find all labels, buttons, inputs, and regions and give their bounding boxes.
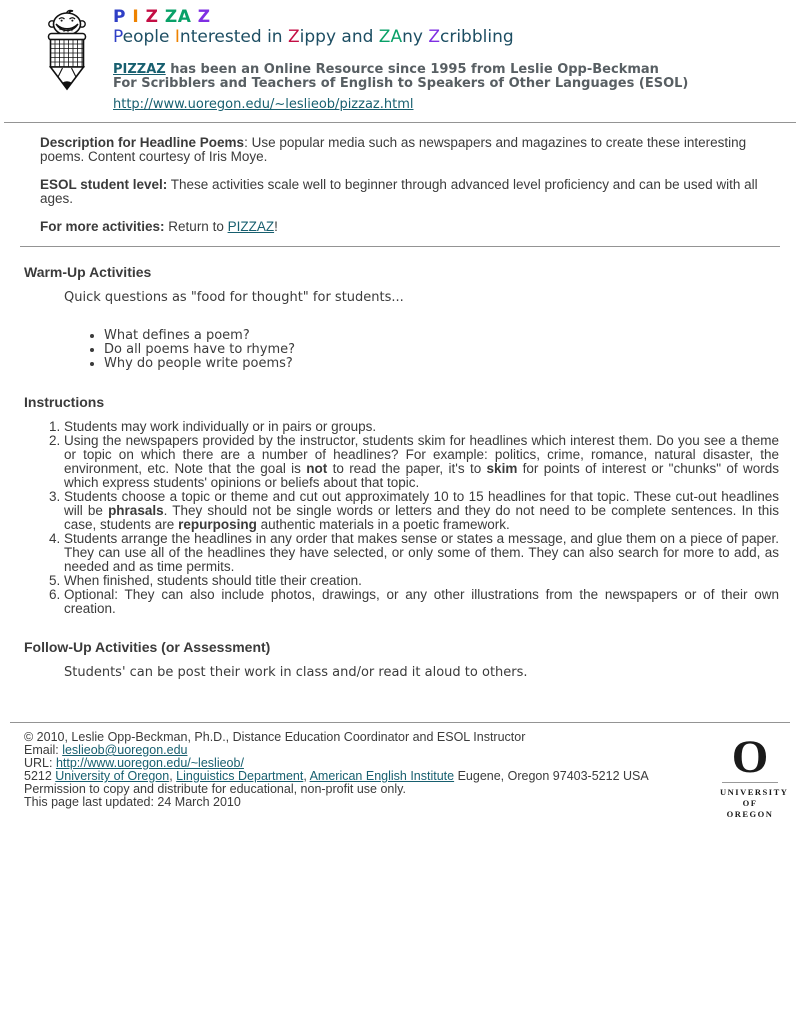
inline-link[interactable]: PIZZAZ [113, 62, 166, 77]
description-paragraph [40, 136, 760, 164]
uo-logo-o-icon: O [731, 731, 769, 783]
esol-level-paragraph [40, 178, 760, 206]
instruction-step [64, 532, 779, 574]
text-segment: Email: [24, 743, 63, 757]
bold-text: skim [486, 461, 518, 476]
footer [24, 730, 789, 820]
text-segment: Permission to copy and distribute for educational, non-profit use only. [24, 782, 406, 796]
text-segment: This page last updated: 24 March 2010 [24, 795, 241, 809]
header-text [113, 8, 688, 112]
uo-logo-of-oregon: OF OREGON [726, 798, 774, 819]
instruction-step [64, 434, 779, 490]
text-segment: cribbling [439, 27, 514, 47]
instruction-step [64, 490, 779, 532]
text-segment: nterested in [179, 27, 288, 47]
bold-text: ESOL student level: [40, 177, 168, 192]
text-segment: . They should not be single words or letters and they do not need to be complete sentences. In this case, students are [64, 503, 779, 532]
main-content [24, 265, 779, 680]
text-segment: Z [428, 27, 440, 47]
text-segment: © 2010, Leslie Opp-Beckman, Ph.D., Distance Education Coordinator and ESOL Instructor [24, 730, 526, 744]
pizzaz-pencil-logo [37, 8, 97, 98]
inline-link[interactable]: Linguistics Department [176, 769, 304, 783]
text-segment: ZA [164, 7, 198, 27]
text-segment: Return to [164, 219, 228, 234]
text-segment: to read the paper, it's to [327, 461, 487, 476]
site-tagline-line2: For Scribblers and Teachers of English to Speakers of Other Languages (ESOL) [113, 76, 689, 91]
bold-text: For more activities: [40, 219, 165, 234]
text-segment: Students choose a topic or theme and cut out approximately 10 to 15 headlines for that topic. These cut-out headlines will be [64, 489, 779, 518]
text-segment: , [169, 769, 177, 783]
instructions-heading: Instructions [24, 394, 105, 410]
text-segment: Eugene, Oregon 97403-5212 USA [454, 769, 649, 783]
warm-up-item: • Do all poems have to rhyme? [104, 343, 779, 357]
site-tagline-line1 [113, 63, 688, 77]
divider-top [4, 122, 796, 123]
warm-up-intro: Quick questions as "food for thought" for students... [64, 290, 404, 305]
text-segment: P [113, 27, 123, 47]
text-segment: ippy and [299, 27, 379, 47]
inline-link[interactable]: University of Oregon [55, 769, 170, 783]
text-segment: Students may work individually or in pairs or groups. [64, 419, 377, 434]
bold-text: has been an Online Resource since 1995 from Leslie Opp-Beckman [165, 62, 659, 77]
more-activities-paragraph [40, 220, 760, 234]
footer-updated-line [24, 796, 649, 809]
text-segment: Z [287, 27, 300, 47]
pencil-mascot-icon [37, 8, 97, 94]
text-segment: ! [274, 219, 278, 234]
text-segment: 5212 [24, 769, 56, 783]
text-segment: Students arrange the headlines in any order that makes sense or states a message, and glue them on a piece of paper. They can use all of the headlines they have selected, or only some of them. They can also search for more to add, as needed and as time permits. [64, 531, 779, 574]
text-segment: I [174, 27, 180, 47]
inline-link[interactable]: leslieob@uoregon.edu [62, 743, 188, 757]
warm-up-item: • Why do people write poems? [104, 357, 779, 371]
inline-link[interactable]: American English Institute [309, 769, 455, 783]
text-segment: Z [197, 7, 211, 27]
text-segment: eople [122, 27, 175, 47]
bold-text: not [306, 461, 328, 476]
site-title [113, 8, 688, 27]
text-segment: for points of interest or "chunks" of words which express students' opinions or beliefs about that topic. [64, 461, 779, 490]
bold-text: phrasals [108, 503, 164, 518]
text-segment: I [132, 7, 146, 27]
instruction-step [64, 588, 779, 616]
text-segment: These activities scale well to beginner through advanced level proficiency and can be used with all ages. [40, 177, 758, 206]
text-segment: authentic materials in a poetic framework. [256, 517, 510, 532]
text-segment: ZA [378, 27, 403, 47]
inline-link[interactable]: PIZZAZ [227, 219, 275, 234]
description-section [40, 136, 760, 234]
pizzaz-home-link[interactable]: http://www.uoregon.edu/~leslieob/pizzaz.html [113, 97, 414, 112]
warm-up-item: • What defines a poem? [104, 329, 779, 343]
warm-up-heading: Warm-Up Activities [24, 264, 152, 280]
divider-bottom [10, 722, 790, 723]
header [0, 0, 800, 112]
text-segment: When finished, students should title their creation. [64, 573, 362, 588]
divider-middle [20, 246, 780, 247]
text-segment: , [303, 769, 310, 783]
text-segment: Using the newspapers provided by the instructor, students skim for headlines which interest them. Do you see a theme or topic on which there are a number of headlines? For example: politics, crime, romance, natural disaster, the environment, etc. Note that the goal is [64, 433, 779, 476]
bold-text: Description for Headline Poems [40, 135, 245, 150]
text-segment: P [113, 7, 133, 27]
site-subtitle [113, 28, 688, 47]
instructions-list [24, 420, 779, 616]
uo-logo-university: UNIVERSITY [720, 787, 789, 797]
footer-text [24, 731, 649, 809]
home-url-row [113, 98, 688, 112]
text-segment: Optional: They can also include photos, drawings, or any other illustrations from the newspapers or of their own creation. [64, 587, 779, 616]
inline-link[interactable]: http://www.uoregon.edu/~leslieob/ [55, 756, 244, 770]
text-segment: ny [402, 27, 429, 47]
warm-up-list [64, 329, 779, 371]
university-of-oregon-logo [720, 731, 789, 820]
instruction-step [64, 574, 779, 588]
text-segment: URL: [24, 756, 56, 770]
instruction-step [64, 420, 779, 434]
text-segment: : Use popular media such as newspapers and magazines to create these interesting poems. Content courtesy of Iris Moye. [40, 135, 747, 164]
follow-up-body: Students' can be post their work in class and/or read it aloud to others. [64, 665, 528, 680]
bold-text: repurposing [178, 517, 257, 532]
text-segment: Z [145, 7, 165, 27]
follow-up-heading: Follow-Up Activities (or Assessment) [24, 639, 271, 655]
